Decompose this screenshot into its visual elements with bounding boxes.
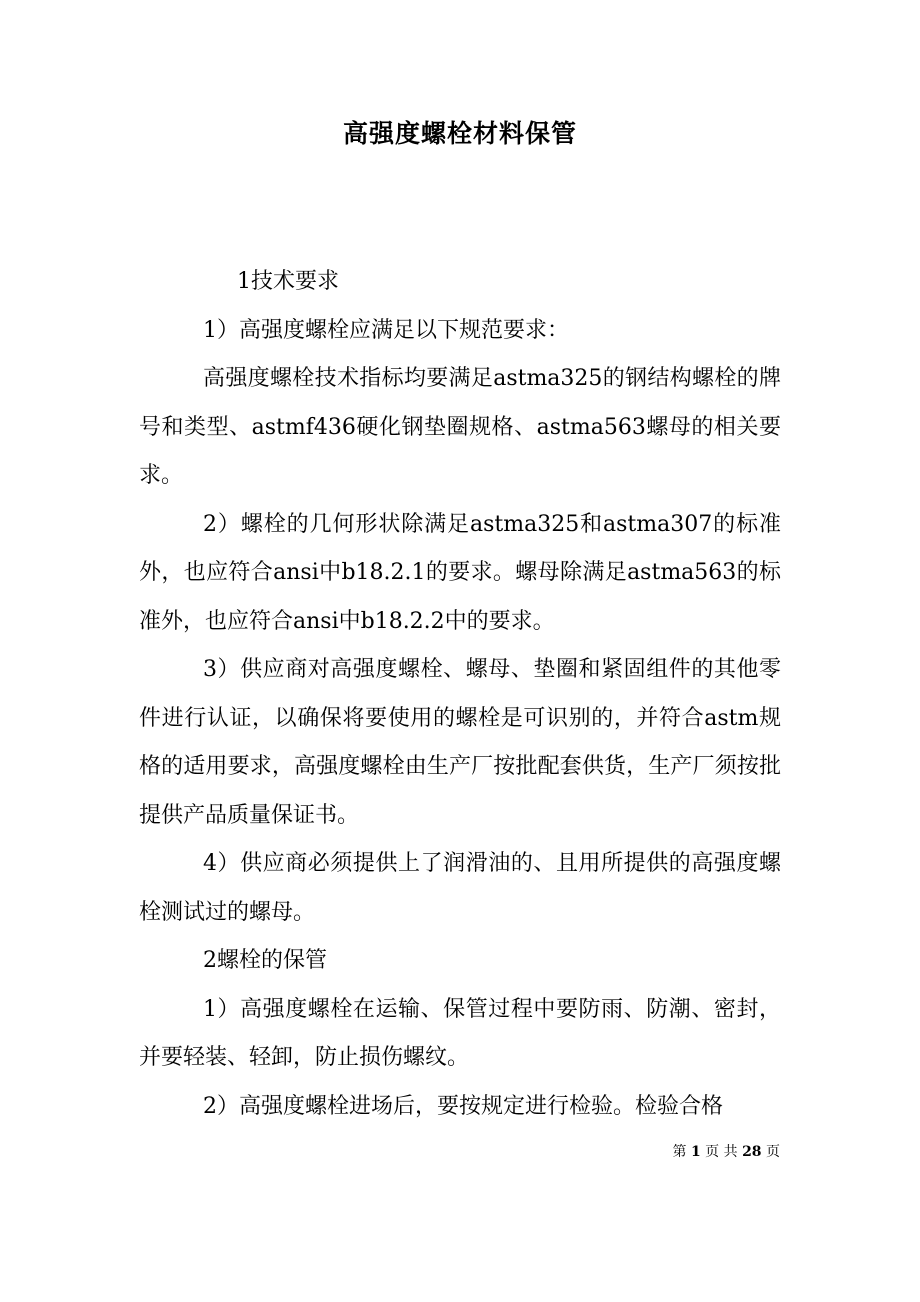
- section-heading-technical-requirements: 1技术要求: [237, 269, 339, 294]
- document-body: [139, 258, 781, 1131]
- paragraph: 高强度螺栓技术指标均要满足astma325的钢结构螺栓的牌号和类型、astmf436硬化钢垫圈规格、astma563螺母的相关要求。: [139, 366, 781, 488]
- footer-middle: 页 共: [705, 1144, 738, 1160]
- paragraph: 2）螺栓的几何形状除满足astma325和astma307的标准外，也应符合ansi中b18.2.1的要求。螺母除满足astma563的标准外，也应符合ansi中b18.2.2中的要求。: [139, 511, 781, 634]
- paragraph: 2）高强度螺栓进场后，要按规定进行检验。检验合格: [203, 1093, 723, 1119]
- paragraph: 1）高强度螺栓在运输、保管过程中要防雨、防潮、密封，并要轻装、轻卸，防止损伤螺纹。: [139, 996, 781, 1070]
- section-heading-bolt-storage: 2螺栓的保管: [203, 948, 327, 973]
- paragraph: 1）高强度螺栓应满足以下规范要求：: [203, 317, 569, 343]
- current-page-number: 1: [690, 1144, 701, 1160]
- paragraph: 3）供应商对高强度螺栓、螺母、垫圈和紧固组件的其他零件进行认证，以确保将要使用的螺栓是可识别的，并符合astm规格的适用要求，高强度螺栓由生产厂按批配套供货，生产厂须按批提供产品质量保证书。: [139, 657, 781, 828]
- paragraph: 4）供应商必须提供上了润滑油的、且用所提供的高强度螺栓测试过的螺母。: [139, 851, 781, 925]
- footer-suffix: 页: [766, 1144, 780, 1160]
- total-pages-number: 28: [742, 1144, 762, 1160]
- document-title: 高强度螺栓材料保管: [342, 119, 577, 148]
- page-footer: [0, 1142, 780, 1162]
- footer-prefix: 第: [672, 1144, 687, 1160]
